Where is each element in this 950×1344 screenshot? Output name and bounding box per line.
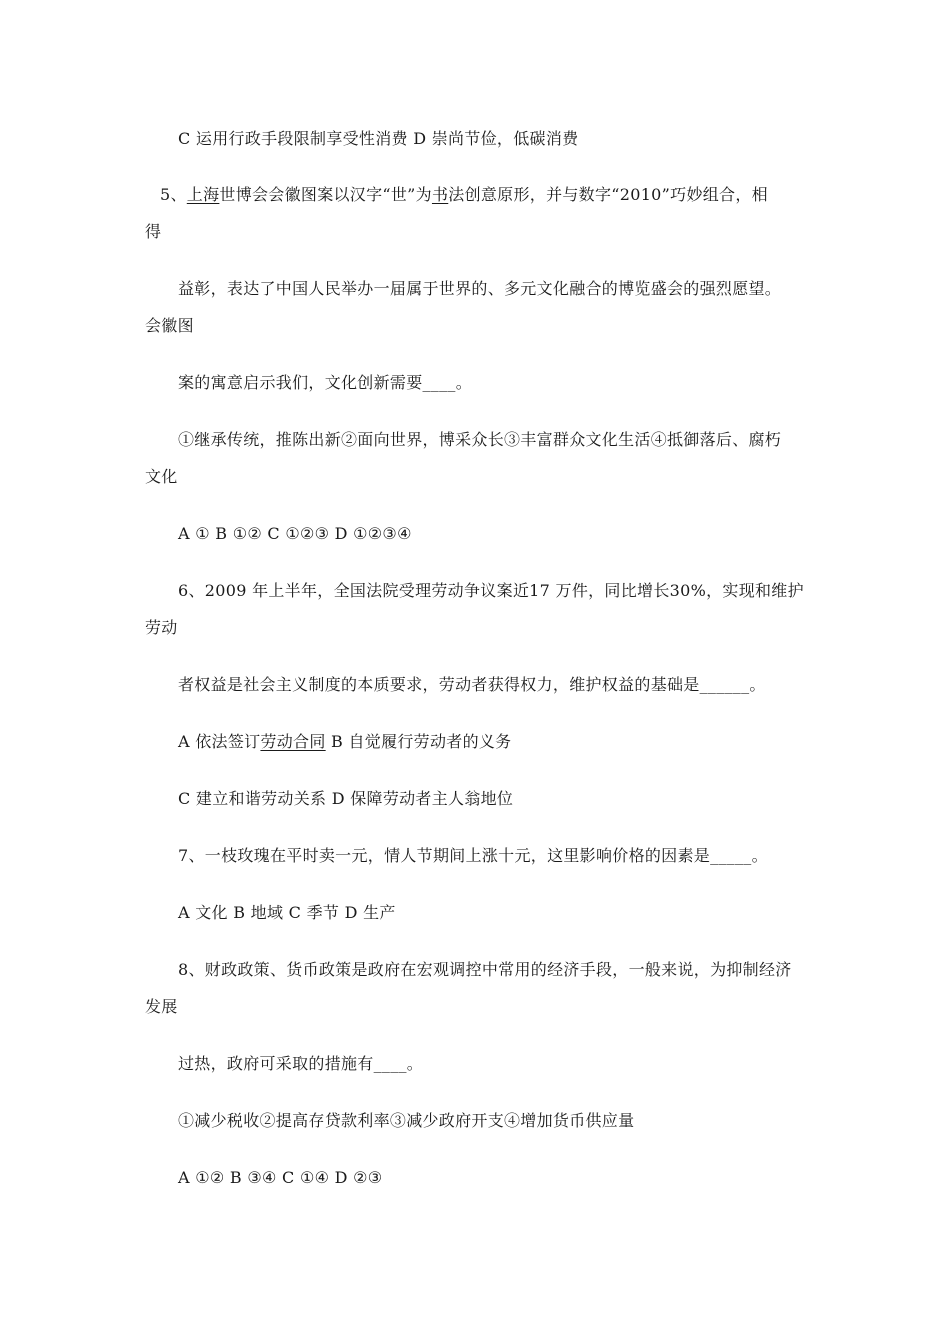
q8-statements: ①减少税收②提高存贷款利率③减少政府开支④增加货币供应量: [178, 1111, 635, 1130]
link-shanghai[interactable]: 上海: [186, 185, 220, 204]
q6-options-cd: C 建立和谐劳动关系 D 保障劳动者主人翁地位: [178, 789, 514, 808]
q6-option-a-prefix: A 依法签订: [178, 732, 261, 751]
q5-question-line2: 得: [145, 222, 162, 241]
q7-question: 7、一枝玫瑰在平时卖一元，情人节期间上涨十元，这里影响价格的因素是_____。: [178, 846, 768, 865]
q6-option-b: B 自觉履行劳动者的义务: [325, 732, 512, 751]
link-labor-contract[interactable]: 劳动合同: [260, 732, 326, 751]
q5-text-mid: 世博会会徽图案以汉字“世”为: [219, 185, 432, 204]
link-shu[interactable]: 书: [431, 185, 449, 204]
q6-question-line2: 劳动: [145, 618, 178, 637]
q4-options-cd: C 运用行政手段限制享受性消费 D 崇尚节俭，低碳消费: [178, 129, 579, 148]
q5-statements-line2: 文化: [145, 467, 178, 486]
q5-text-rest: 法创意原形，并与数字“2010”巧妙组合，相: [448, 185, 768, 204]
q7-options: A 文化 B 地域 C 季节 D 生产: [178, 903, 396, 922]
q5-question-line1: [160, 185, 768, 205]
q5-question-line3: 益彰，表达了中国人民举办一届属于世界的、多元文化融合的博览盛会的强烈愿望。: [178, 279, 782, 298]
q8-options: A ①② B ③④ C ①④ D ②③: [178, 1168, 383, 1187]
q6-options-ab: [178, 732, 512, 752]
q6-question-line3: 者权益是社会主义制度的本质要求，劳动者获得权力，维护权益的基础是______。: [178, 675, 766, 694]
q8-question-line2: 发展: [145, 997, 178, 1016]
q5-number: 5、: [160, 185, 187, 204]
q5-question-line4: 会徽图: [145, 316, 194, 335]
q5-statements-line1: ①继承传统，推陈出新②面向世界，博采众长③丰富群众文化生活④抵御落后、腐朽: [178, 430, 782, 449]
q8-question-line3: 过热，政府可采取的措施有____。: [178, 1054, 424, 1073]
q5-options: A ① B ①② C ①②③ D ①②③④: [178, 524, 412, 543]
q6-question-line1: 6、2009 年上半年，全国法院受理劳动争议案近17 万件，同比增长30%，实现和维护: [178, 581, 804, 600]
q8-question-line1: 8、财政政策、货币政策是政府在宏观调控中常用的经济手段，一般来说，为抑制经济: [178, 960, 792, 979]
q5-question-line5: 案的寓意启示我们，文化创新需要____。: [178, 373, 473, 392]
